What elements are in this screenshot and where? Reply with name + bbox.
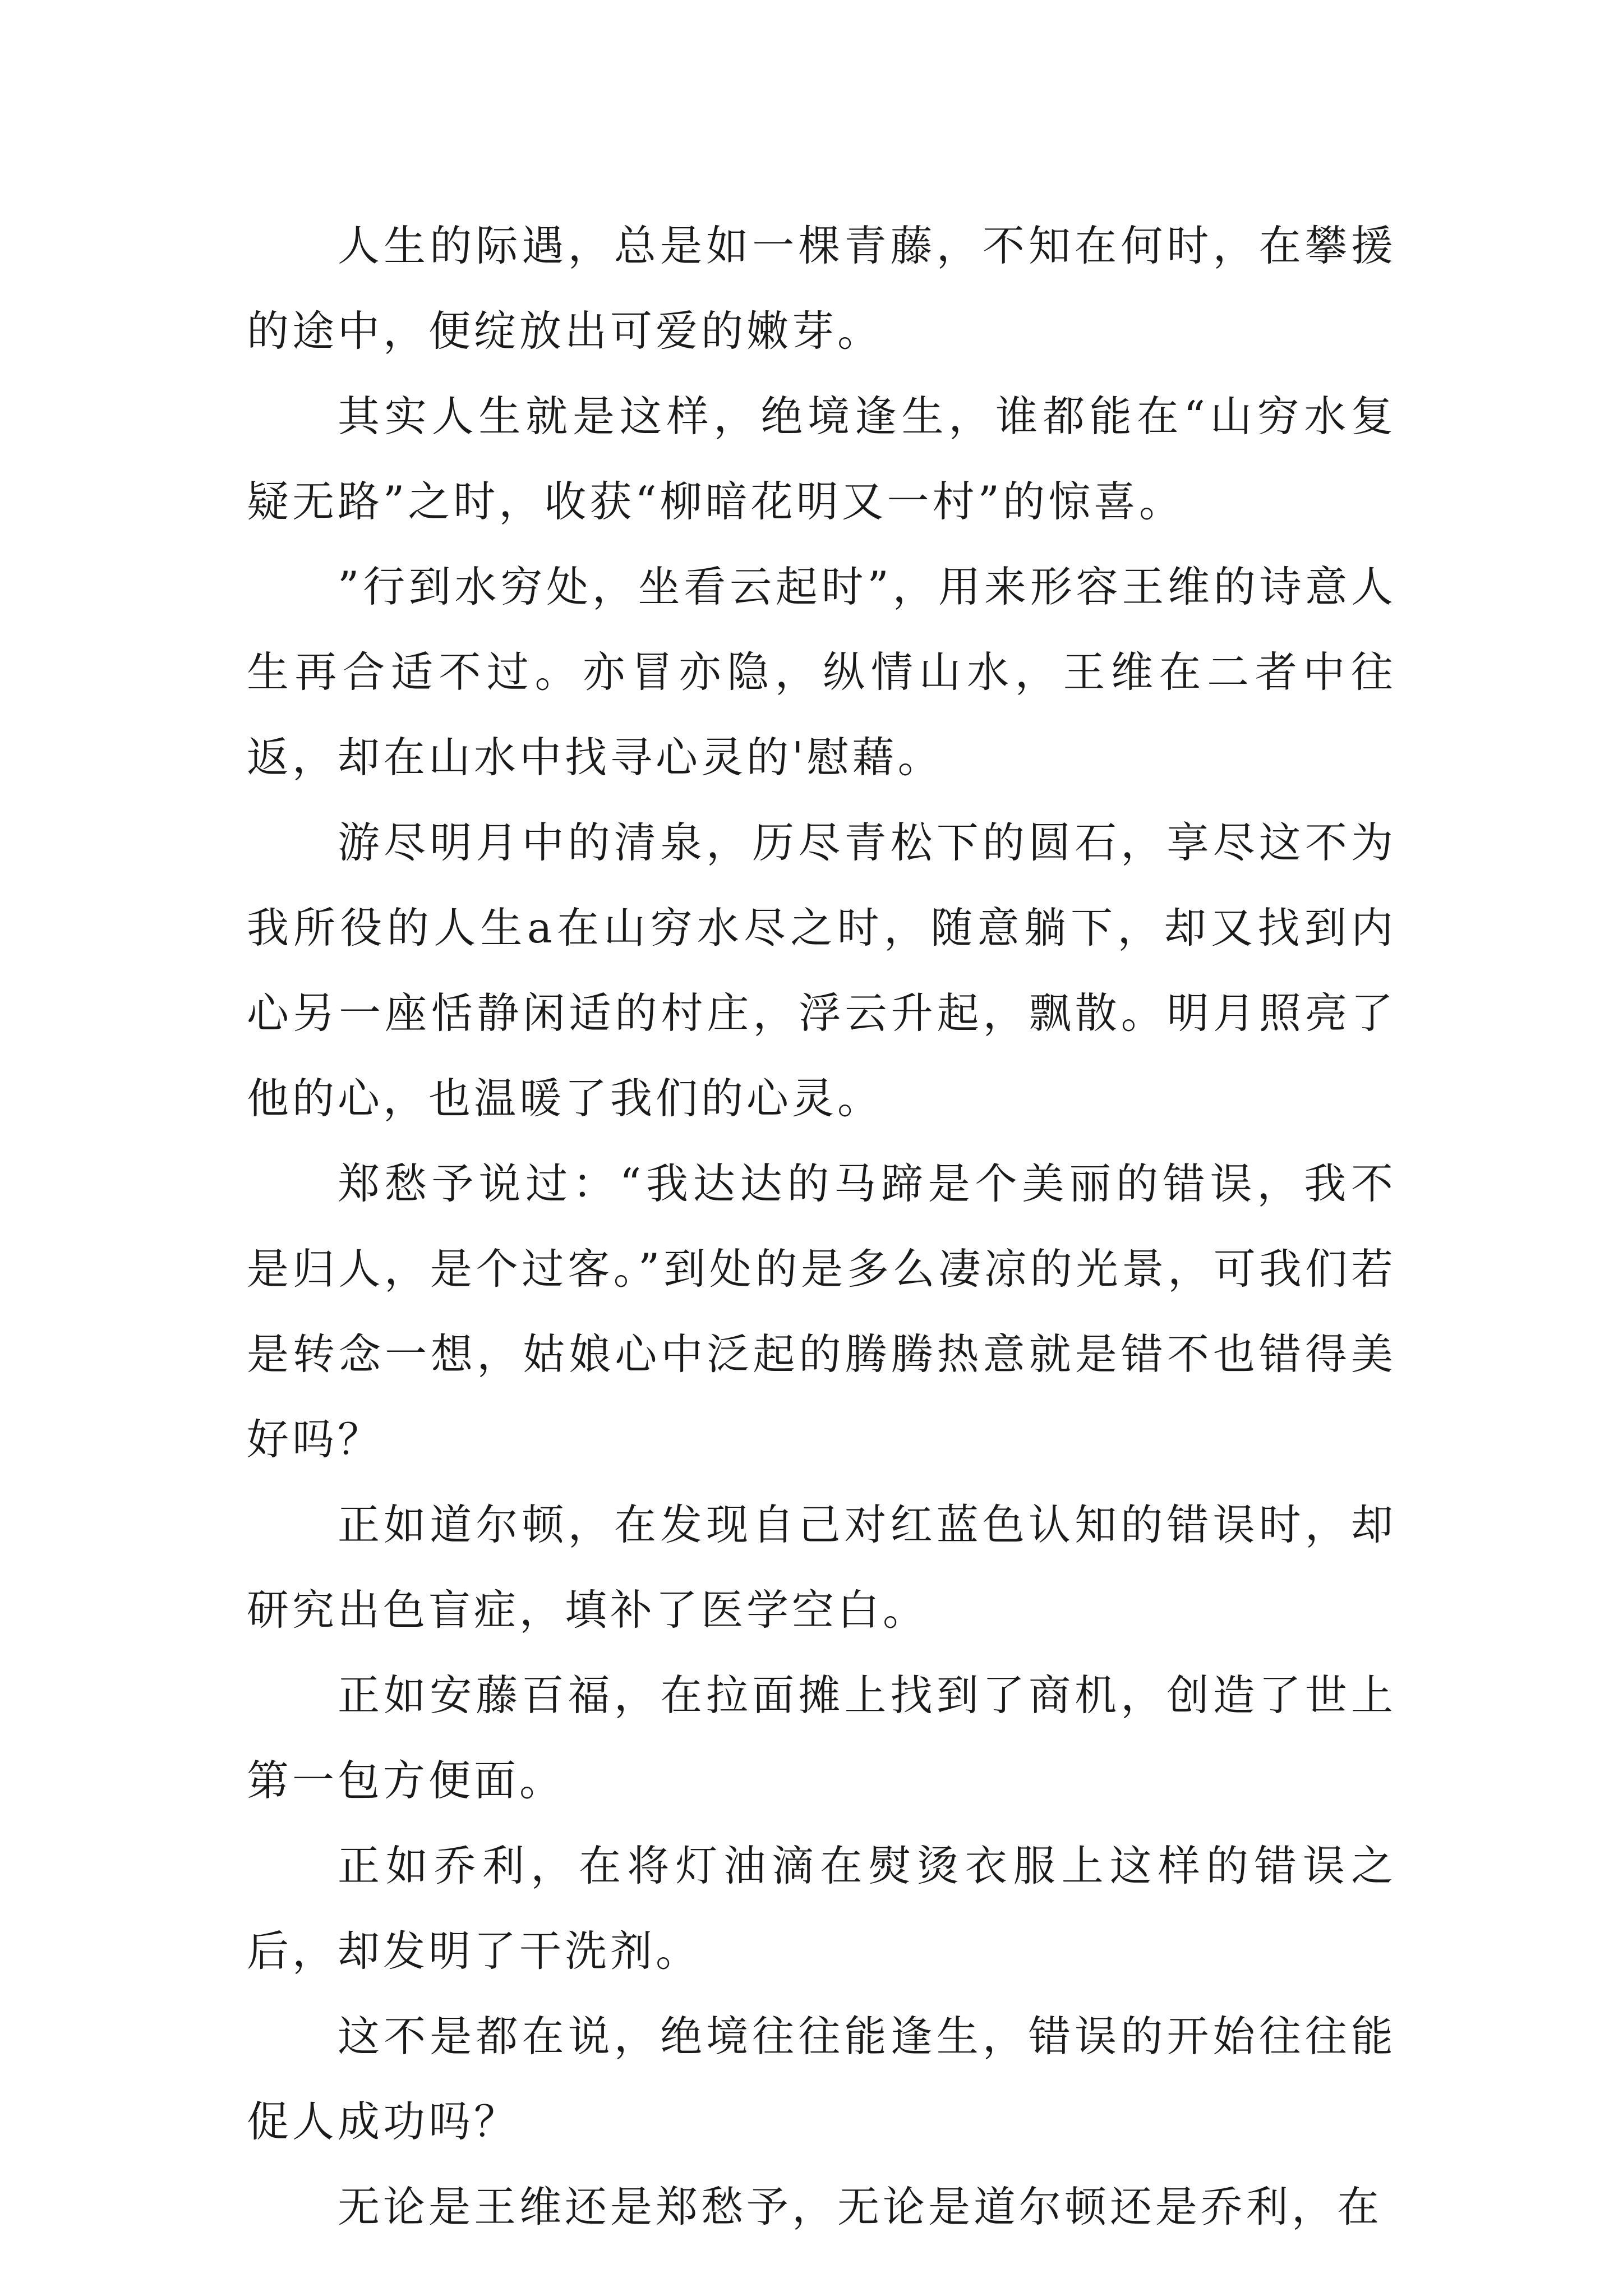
- paragraph-1: 人生的际遇，总是如一棵青藤，不知在何时，在攀援的途中，便绽放出可爱的嫩芽。: [247, 221, 1396, 356]
- paragraph-4: 游尽明月中的清泉，历尽青松下的圆石，享尽这不为我所役的人生a在山穷水尽之时，随意躺下，却又找到内心另一座恬静闲适的村庄，浮云升起，飘散。明月照亮了他的心，也温暖了我们的心灵。: [247, 818, 1396, 1123]
- paragraph-3: ”行到水穷处，坐看云起时”，用来形容王维的诗意人生再合适不过。亦冒亦隐，纵情山水，王维在二者中往返，却在山水中找寻心灵的'慰藉。: [247, 562, 1396, 782]
- paragraph-7: 正如安藤百福，在拉面摊上找到了商机，创造了世上第一包方便面。: [247, 1671, 1396, 1805]
- paragraph-9: 这不是都在说，绝境往往能逢生，错误的开始往往能促人成功吗？: [247, 2012, 1396, 2146]
- paragraph-8: 正如乔利，在将灯油滴在熨烫衣服上这样的错误之后，却发明了干洗剂。: [247, 1841, 1396, 1976]
- paragraph-5: 郑愁予说过：“我达达的马蹄是个美丽的错误，我不是归人，是个过客。”到处的是多么凄凉的光景，可我们若是转念一想，姑娘心中泛起的腾腾热意就是错不也错得美好吗？: [247, 1159, 1396, 1464]
- paragraph-10: 无论是王维还是郑愁予，无论是道尔顿还是乔利，在: [338, 2182, 1383, 2231]
- paragraph-6: 正如道尔顿，在发现自己对红蓝色认知的错误时，却研究出色盲症，填补了医学空白。: [247, 1500, 1396, 1635]
- essay-body: [247, 203, 1396, 2249]
- paragraph-2: 其实人生就是这样，绝境逢生，谁都能在“山穷水复疑无路”之时，收获“柳暗花明又一村”的惊喜。: [247, 392, 1396, 526]
